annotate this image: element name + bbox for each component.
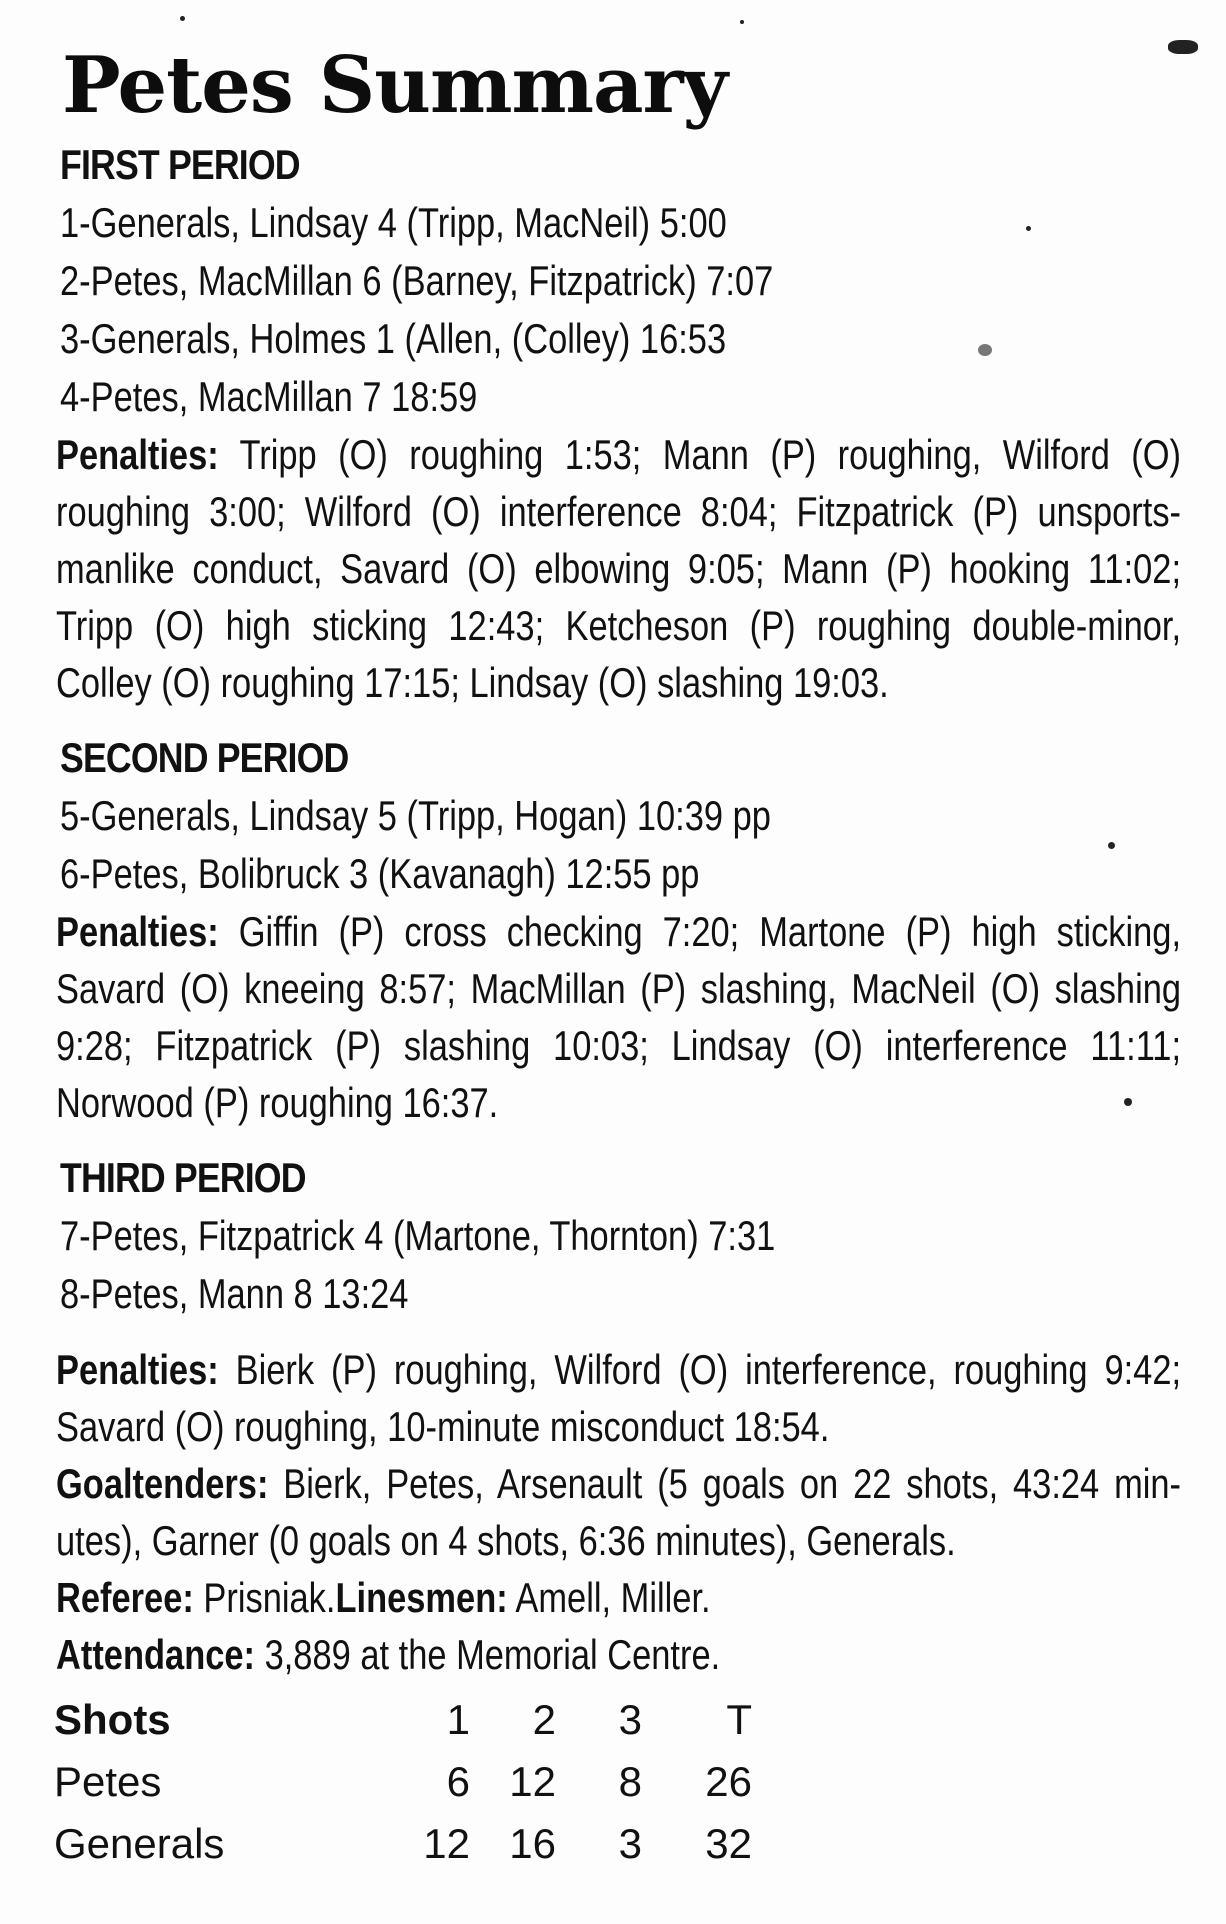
penalties-paragraph [56,1341,1181,1455]
goal-line: 4-Petes, MacMillan 7 18:59 [60,373,478,420]
table-row [54,1751,752,1813]
print-speck [1108,842,1115,849]
team-name: Generals [54,1820,225,1867]
attendance-label: Attendance: [56,1631,256,1678]
shots-header-period-3: 3 [618,1696,642,1743]
second-period-section [52,729,1182,1131]
linesmen-label: Linesmen: [335,1574,508,1621]
goal-line: 1-Generals, Lindsay 4 (Tripp, MacNeil) 5:00 [60,199,727,246]
officials-paragraph [56,1569,1181,1626]
third-period-section [52,1149,1182,1455]
period-heading: THIRD PERIOD [60,1154,306,1201]
penalties-label: Penalties: [56,431,219,478]
print-speck [978,344,992,356]
period-heading: FIRST PERIOD [60,141,300,188]
goal-line: 7-Petes, Fitzpatrick 4 (Martone, Thornton) 7:31 [60,1212,776,1259]
shots-cell: 16 [509,1820,556,1867]
goal-line: 5-Generals, Lindsay 5 (Tripp, Hogan) 10:39 pp [60,792,771,839]
penalties-text: Bierk (P) roughing, Wilford (O) interference, roughing 9:42; Savard (O) roughing, 10-minute misconduct 18:54. [56,1346,1182,1450]
goaltenders-text: Bierk, Petes, Arsenault (5 goals on 22 shots, 43:24 min-utes), Garner (0 goals on 4 shots, 6:36 minutes), Generals. [56,1460,1182,1564]
goal-line: 3-Generals, Holmes 1 (Allen, (Colley) 16:53 [60,315,727,362]
print-speck [180,16,185,21]
penalties-block [52,1341,1182,1455]
print-speck [1168,40,1198,54]
table-row [54,1813,752,1875]
shots-cell: 12 [509,1758,556,1805]
linesmen-names: Amell, Miller. [515,1574,711,1621]
shots-cell: 12 [423,1820,470,1867]
goal-line: 6-Petes, Bolibruck 3 (Kavanagh) 12:55 pp [60,850,700,897]
goaltenders-paragraph [56,1455,1181,1569]
shots-total-cell: 26 [705,1758,752,1805]
penalties-paragraph [56,903,1181,1131]
penalties-paragraph [56,426,1181,711]
goal-line: 8-Petes, Mann 8 13:24 [60,1270,409,1317]
first-period-section [52,136,1182,711]
shots-header-period-1: 1 [446,1696,470,1743]
attendance-paragraph [56,1626,1181,1683]
print-speck [1026,226,1031,231]
penalties-block [52,903,1182,1131]
shots-header-label: Shots [54,1696,171,1743]
penalties-label: Penalties: [56,908,219,955]
penalties-text: Tripp (O) roughing 1:53; Mann (P) roughing, Wilford (O) roughing 3:00; Wilford (O) interference 8:04; Fitzpatrick (P) unsports-manlike conduct, Savard (O) elbowing 9:05; Mann (P) hooking 11:02; Tripp (O) high sticking 12:43; Ketcheson (P) roughing double-minor, Colley (O) roughing 17:15; Lindsay (O) slashing 19:03. [56,431,1182,706]
penalties-block [52,426,1182,711]
goaltenders-block [52,1455,1182,1569]
game-summary [52,40,1182,1875]
shots-header-row [54,1689,752,1751]
attendance-block [52,1626,1172,1683]
shots-header-total: T [726,1696,752,1743]
team-name: Petes [54,1758,162,1805]
summary-title: Petes Summary [62,40,727,131]
referee-label: Referee: [56,1574,194,1621]
penalties-label: Penalties: [56,1346,219,1393]
referee-name: Prisniak. [203,1574,336,1621]
goal-line: 2-Petes, MacMillan 6 (Barney, Fitzpatrick) 7:07 [60,257,774,304]
attendance-text: 3,889 at the Memorial Centre. [264,1631,721,1678]
period-heading: SECOND PERIOD [60,734,349,781]
shots-header-period-2: 2 [532,1696,556,1743]
shots-total-cell: 32 [705,1820,752,1867]
shots-cell: 3 [618,1820,642,1867]
shots-cell: 6 [446,1758,470,1805]
shots-table [54,1689,752,1875]
print-speck [1124,1098,1132,1106]
print-speck [740,20,744,24]
spacer [52,1323,1172,1341]
penalties-text: Giffin (P) cross checking 7:20; Martone (P) high sticking, Savard (O) kneeing 8:57; MacMillan (P) slashing, MacNeil (O) slashing 9:28; Fitzpatrick (P) slashing 10:03; Lindsay (O) interference 11:11; Norwood (P) roughing 16:37. [56,908,1182,1126]
goaltenders-label: Goaltenders: [56,1460,269,1507]
shots-cell: 8 [618,1758,642,1805]
officials-block [52,1569,1172,1626]
